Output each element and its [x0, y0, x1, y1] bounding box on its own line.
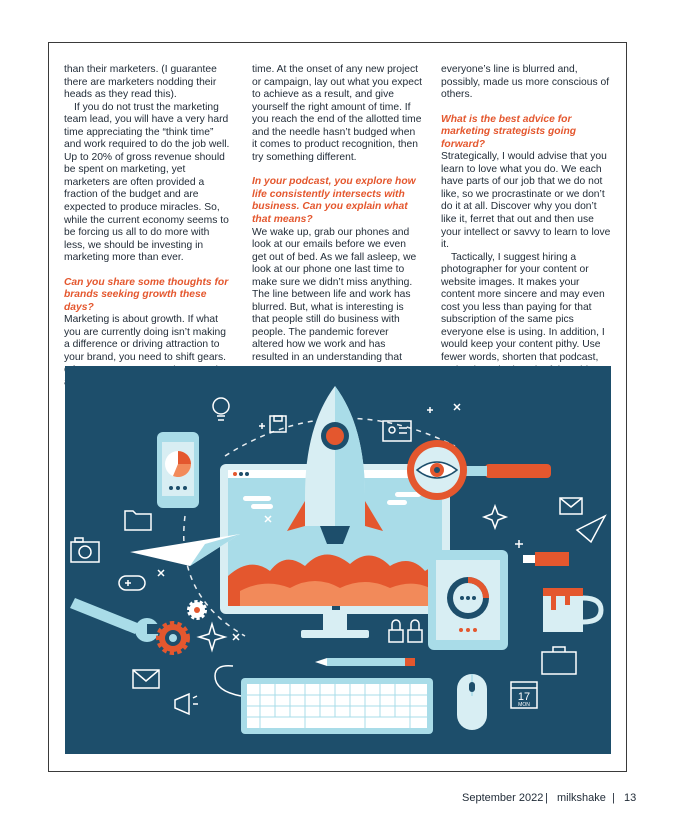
paragraph: Strategically, I would advise that you learn to love what you do. We each have parts of our job that we do not like, so we procrastinate or we don’t do it at all. Discover why you don’t like it, ferret that out and then use your intellect or savvy to learn to love it.: [441, 151, 611, 251]
paragraph: Marketing is about growth. If what you are currently doing isn’t making a difference or driving attraction to your brand, you need to shift gears.: [64, 314, 226, 364]
digital-marketing-illustration: [65, 366, 611, 754]
calendar-day: 17: [517, 691, 531, 703]
interview-question: What is the best advice for marketing strategists going forward?: [441, 113, 577, 150]
article-column-3: [441, 64, 611, 377]
keyboard-icon: [241, 678, 433, 734]
calendar-label: MON: [518, 702, 530, 708]
issue-date: September 2022: [462, 792, 544, 804]
page-footer: [0, 792, 676, 808]
paragraph: everyone’s line is blurred and, possibly, made us more conscious of others.: [441, 64, 610, 101]
interview-question: In your podcast, you explore how life consistently intersects with business. Can you explain what that means?: [252, 176, 416, 226]
smartphone-icon: [157, 432, 199, 508]
footer-separator: |: [612, 792, 615, 804]
interview-question: Can you share some thoughts for brands seeking growth these days?: [64, 276, 229, 313]
paragraph: than their marketers. (I guarantee there are marketers nodding their heads as they read this).: [64, 64, 217, 101]
paragraph: Tactically, I suggest hiring a photographer for your content or website images. It makes your content more sincere and may even cost you less than paying for that subscription of the same pics everyone else is using. In addition, I would keep your content pithy. Use fewer words, shorten that podcast,: [441, 251, 605, 364]
page-number: 13: [624, 792, 637, 804]
paragraph: We wake up, grab our phones and look at our emails before we even get out of bed. As we fall asleep, we look at our phone one last time to make sure we didn’t miss anything. The line between life and work has blurred. But, what is interesting is that people still do business with people. The pandemic forever altered how we work and has resulted in an understanding that: [252, 226, 417, 364]
paragraph: If you do not trust the marketing team lead, you will have a very hard time appreciating the “think time” and work required to do the job well. Up to 20% of gross revenue should be spent on marketing, yet marketers are often provided a fraction of the budget and are expected to produce miracles. So, while the current economy seems to be forcing us all to do more with less, we should be investing in marketing more than ever.: [64, 101, 230, 264]
paragraph: time. At the onset of any new project or campaign, lay out what you expect to achieve as a result, and give yourself the right amount of time. If you reach the end of the allotted time and the needle hasn’t budged when it comes to product recognition, then try something different.: [252, 64, 422, 163]
mouse-icon: [457, 674, 487, 730]
article-column-1: [64, 64, 232, 390]
tablet-icon: [428, 550, 508, 650]
magazine-name: milkshake: [557, 792, 606, 804]
pencil-icon: [315, 658, 415, 666]
article-column-2: [252, 64, 422, 365]
footer-separator: |: [545, 792, 548, 804]
